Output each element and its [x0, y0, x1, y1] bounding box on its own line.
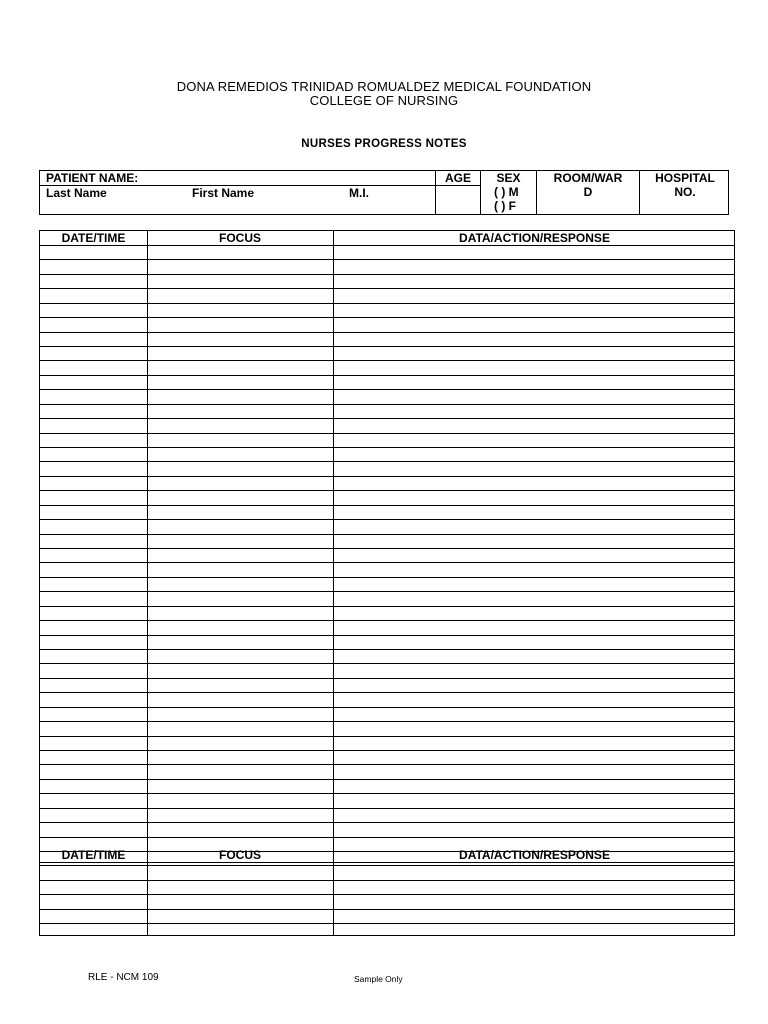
hospital-no-label-line1: HOSPITAL: [655, 171, 715, 185]
table-row-line: [40, 736, 734, 737]
table-row-line: [40, 862, 734, 863]
header-focus: FOCUS: [219, 231, 261, 245]
table-row-line: [40, 288, 734, 289]
table-row-line: [40, 808, 734, 809]
table-row-line: [40, 635, 734, 636]
form-title: NURSES PROGRESS NOTES: [301, 138, 467, 150]
patient-name-cell[interactable]: [40, 171, 435, 214]
last-name-label: Last Name: [46, 186, 107, 200]
table-row-line: [40, 562, 734, 563]
table-row-line: [40, 317, 734, 318]
institution-name: DONA REMEDIOS TRINIDAD ROMUALDEZ MEDICAL FOUNDATION: [176, 79, 592, 94]
table-row-line: [40, 923, 734, 924]
table-row-line: [40, 490, 734, 491]
college-name: COLLEGE OF NURSING: [309, 93, 459, 108]
table-row-line: [40, 534, 734, 535]
patient-info-box: [39, 170, 729, 215]
age-divider: [436, 185, 480, 186]
table-row-line: [40, 519, 734, 520]
table-row-line: [40, 375, 734, 376]
table-row-line: [40, 433, 734, 434]
table-row-line: [40, 894, 734, 895]
table-row-line: [40, 909, 734, 910]
table-row-line: [40, 447, 734, 448]
column-divider: [333, 231, 334, 935]
table-row-line: [40, 721, 734, 722]
age-cell[interactable]: [435, 171, 480, 214]
age-label: AGE: [444, 171, 471, 185]
table-row-line: [40, 837, 734, 838]
table-row-line: [40, 505, 734, 506]
table-row-line: [40, 591, 734, 592]
header-date-time-repeat: DATE/TIME: [61, 848, 126, 862]
sex-male-option[interactable]: ( ) M: [494, 185, 519, 199]
table-row-line: [40, 692, 734, 693]
table-row-line: [40, 779, 734, 780]
table-row-line: [40, 245, 734, 246]
sample-note: Sample Only: [354, 974, 403, 984]
sex-cell[interactable]: [480, 171, 536, 214]
table-row-line: [40, 274, 734, 275]
room-ward-label-line1: ROOM/WAR: [553, 171, 623, 185]
table-row-line: [40, 577, 734, 578]
table-row-line: [40, 404, 734, 405]
table-row-line: [40, 750, 734, 751]
header-data-action-response: DATA/ACTION/RESPONSE: [459, 231, 610, 245]
table-row-line: [40, 880, 734, 881]
table-row-line: [40, 332, 734, 333]
table-row-line: [40, 649, 734, 650]
header-data-action-response-repeat: DATA/ACTION/RESPONSE: [459, 848, 610, 862]
sex-female-option[interactable]: ( ) F: [494, 199, 516, 213]
table-row-line: [40, 548, 734, 549]
table-row-line: [40, 822, 734, 823]
column-divider: [147, 231, 148, 935]
table-row-line: [40, 663, 734, 664]
table-row-line: [40, 461, 734, 462]
table-row-line: [40, 476, 734, 477]
room-ward-cell[interactable]: [536, 171, 639, 214]
room-ward-label-line2: D: [583, 185, 593, 199]
table-row-line: [40, 620, 734, 621]
hospital-no-cell[interactable]: [639, 171, 730, 214]
hospital-no-label-line2: NO.: [674, 185, 696, 199]
table-row-line: [40, 707, 734, 708]
table-row-line: [40, 764, 734, 765]
header-focus-repeat: FOCUS: [219, 848, 261, 862]
table-row-line: [40, 865, 734, 866]
patient-name-label: PATIENT NAME:: [46, 171, 139, 185]
table-row-line: [40, 851, 734, 852]
form-code: RLE - NCM 109: [88, 972, 159, 983]
table-row-line: [40, 389, 734, 390]
sex-label: SEX: [496, 171, 521, 185]
table-row-line: [40, 793, 734, 794]
table-row-line: [40, 418, 734, 419]
table-row-line: [40, 346, 734, 347]
table-row-line: [40, 303, 734, 304]
first-name-label: First Name: [192, 186, 255, 200]
middle-initial-label: M.I.: [349, 186, 369, 200]
header-date-time: DATE/TIME: [61, 231, 126, 245]
table-row-line: [40, 678, 734, 679]
progress-notes-table: [39, 230, 735, 936]
table-row-line: [40, 606, 734, 607]
table-row-line: [40, 360, 734, 361]
table-row-line: [40, 259, 734, 260]
